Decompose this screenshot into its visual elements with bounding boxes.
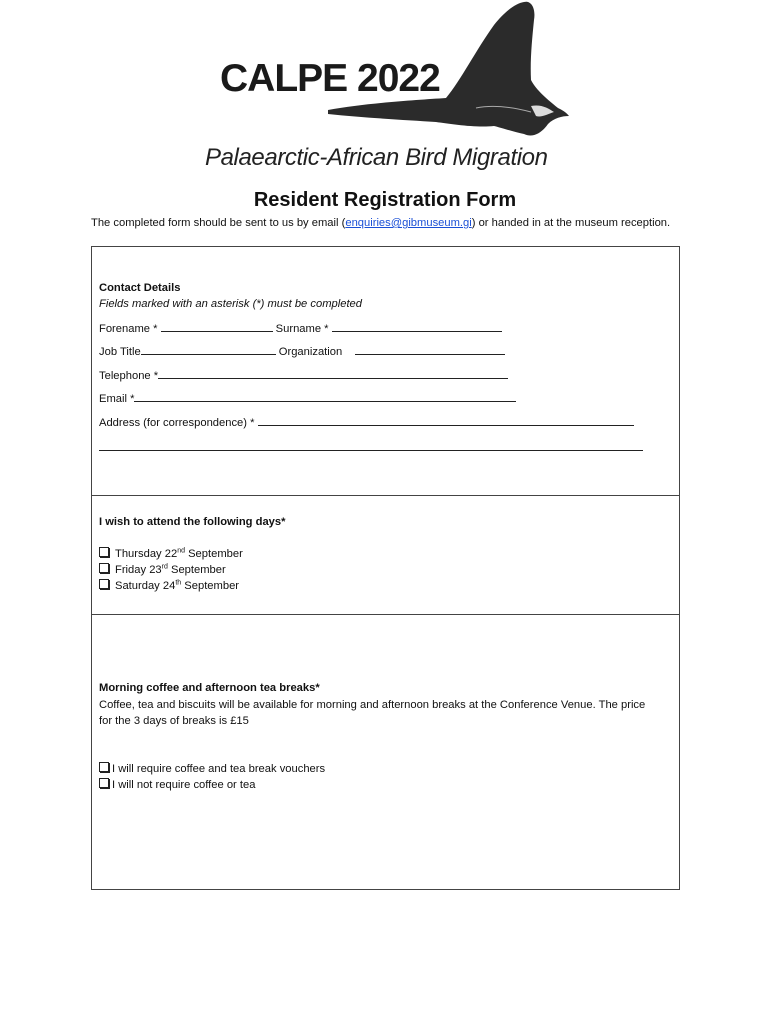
email-row <box>99 391 516 405</box>
job-row <box>99 344 505 358</box>
day-option-thursday[interactable] <box>99 547 243 560</box>
day-month: September <box>167 564 226 576</box>
breaks-option-label: I will require coffee and tea break vouchers <box>112 763 326 775</box>
registration-form <box>91 246 680 890</box>
checkbox-icon[interactable] <box>99 762 109 772</box>
email-label: Email * <box>99 393 135 405</box>
email-link[interactable]: enquiries@gibmuseum.gi <box>345 217 472 229</box>
breaks-option-require[interactable] <box>99 762 325 775</box>
telephone-label: Telephone * <box>99 370 159 382</box>
day-month: September <box>181 580 240 592</box>
breaks-heading: Morning coffee and afternoon tea breaks* <box>99 682 320 694</box>
surname-label: Surname * <box>275 323 329 335</box>
contact-heading: Contact Details <box>99 282 181 294</box>
address-label: Address (for correspondence) * <box>99 417 255 429</box>
telephone-row <box>99 368 508 382</box>
breaks-option-label: I will not require coffee or tea <box>112 779 256 791</box>
breaks-option-not-require[interactable] <box>99 778 255 791</box>
day-label: Saturday 24 <box>115 580 176 592</box>
days-section <box>92 496 679 615</box>
forename-label: Forename * <box>99 323 158 335</box>
intro-after: ) or handed in at the museum reception. <box>471 217 671 229</box>
day-option-friday[interactable] <box>99 563 226 576</box>
contact-section <box>92 247 679 496</box>
checkbox-icon[interactable] <box>99 563 109 573</box>
day-label: Thursday 22 <box>115 548 178 560</box>
checkbox-icon[interactable] <box>99 547 109 557</box>
job-title-field[interactable] <box>141 344 276 355</box>
organization-field[interactable] <box>355 344 505 355</box>
day-suffix: rd <box>161 563 168 571</box>
day-suffix: th <box>175 579 182 587</box>
day-option-saturday[interactable] <box>99 579 239 592</box>
job-title-label: Job Title <box>99 346 141 358</box>
days-heading: I wish to attend the following days* <box>99 516 286 528</box>
day-label: Friday 23 <box>115 564 162 576</box>
telephone-field[interactable] <box>158 368 508 379</box>
breaks-section <box>92 615 679 889</box>
address-row <box>99 415 634 429</box>
intro-before: The completed form should be sent to us by email ( <box>91 217 346 229</box>
address-field[interactable] <box>258 415 634 426</box>
form-title: Resident Registration Form <box>253 189 517 211</box>
surname-field[interactable] <box>332 321 502 332</box>
contact-note: Fields marked with an asterisk (*) must be completed <box>99 298 363 310</box>
name-row <box>99 321 502 335</box>
intro-text <box>91 215 691 231</box>
address-field-line-2[interactable] <box>99 450 643 451</box>
day-month: September <box>184 548 243 560</box>
organization-label: Organization <box>278 346 343 358</box>
day-suffix: nd <box>177 547 185 555</box>
bird-logo-icon <box>326 0 571 150</box>
breaks-description-2: for the 3 days of breaks is £15 <box>99 715 249 727</box>
checkbox-icon[interactable] <box>99 579 109 589</box>
breaks-description-1: Coffee, tea and biscuits will be available for morning and afternoon breaks at the Conference Venue. The price <box>99 699 646 711</box>
header-title: CALPE 2022 <box>220 57 440 100</box>
forename-field[interactable] <box>161 321 273 332</box>
header-subtitle: Palaearctic-African Bird Migration <box>205 144 548 171</box>
email-field[interactable] <box>134 391 516 402</box>
checkbox-icon[interactable] <box>99 778 109 788</box>
